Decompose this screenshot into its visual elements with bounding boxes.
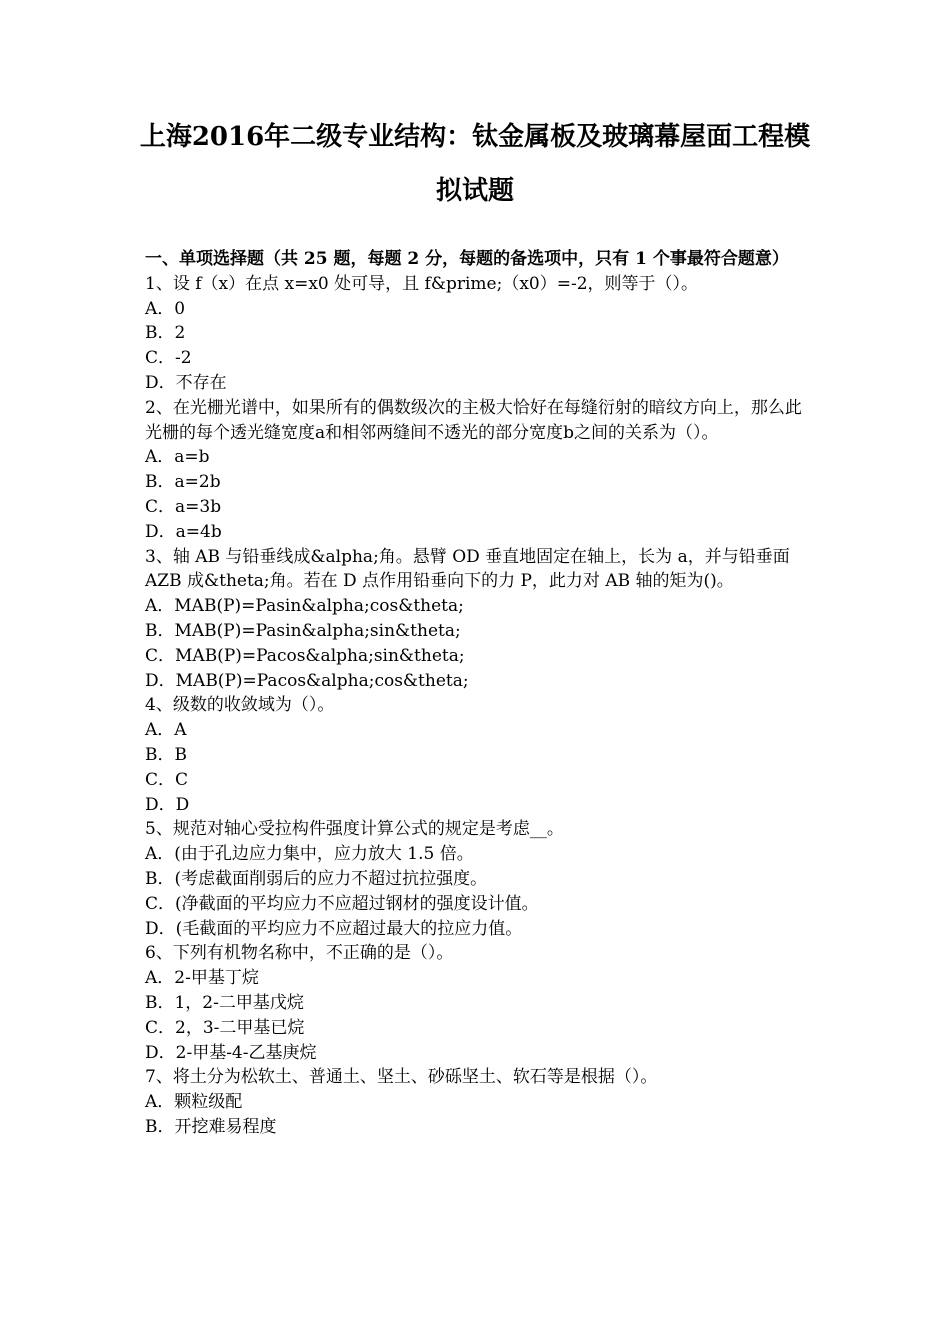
document-title [130, 110, 820, 218]
question-text: 4、级数的收敛域为（）。 [145, 695, 335, 716]
answer-option: B．MAB(P)=Pasin&alpha;sin&theta; [145, 620, 461, 641]
section-heading: 一、单项选择题（共 25 题，每题 2 分，每题的备选项中，只有 1 个事最符合题意） [145, 249, 789, 269]
question-item [145, 941, 810, 1065]
answer-option: C．2，3-二甲基已烷 [145, 1017, 305, 1038]
answer-option: D．MAB(P)=Pacos&alpha;cos&theta; [145, 670, 469, 691]
answer-option: D．2-甲基-4-乙基庚烷 [145, 1042, 317, 1063]
title-line-1: 上海2016年二级专业结构：钛金属板及玻璃幕屋面工程模 [139, 122, 811, 152]
question-text: 3、轴 AB 与铅垂线成&alpha;角。悬臂 OD 垂直地固定在轴上，长为 a，并与铅垂面 AZB 成&theta;角。若在 D 点作用铅垂向下的力 P，此力对 AB 轴的矩为()。 [145, 546, 790, 592]
answer-option: A．MAB(P)=Pasin&alpha;cos&theta; [145, 596, 464, 617]
question-text: 5、规范对轴心受拉构件强度计算公式的规定是考虑__。 [145, 819, 564, 840]
question-item [145, 1065, 810, 1139]
answer-option: A．0 [145, 298, 186, 319]
answer-option: B．a=2b [145, 472, 221, 493]
answer-option: A．2-甲基丁烷 [145, 968, 259, 989]
answer-option: C．-2 [145, 348, 192, 369]
answer-option: B．(考虑截面削弱后的应力不超过抗拉强度。 [145, 868, 488, 889]
answer-option: B．2 [145, 323, 186, 344]
title-line-2: 拟试题 [435, 176, 514, 206]
answer-option: D．a=4b [145, 521, 222, 542]
question-item [145, 272, 810, 396]
question-text: 2、在光栅光谱中，如果所有的偶数级次的主极大恰好在每缝衍射的暗纹方向上，那么此光栅的每个透光缝宽度a和相邻两缝间不透光的部分宽度b之间的关系为（）。 [145, 397, 802, 443]
question-item [145, 545, 810, 694]
answer-option: B．B [145, 744, 187, 765]
answer-option: A．(由于孔边应力集中，应力放大 1.5 倍。 [145, 844, 474, 865]
question-item [145, 817, 810, 941]
answer-option: C．C [145, 769, 189, 790]
answer-option: D．不存在 [145, 372, 227, 393]
question-text: 7、将土分为松软土、普通土、坚土、砂砾坚土、软石等是根据（）。 [145, 1067, 658, 1088]
question-text: 6、下列有机物名称中，不正确的是（）。 [145, 943, 454, 964]
answer-option: C．(净截面的平均应力不应超过钢材的强度设计值。 [145, 893, 539, 914]
question-list [145, 272, 810, 1140]
question-text: 1、设 f（x）在点 x=x0 处可导，且 f&prime;（x0）=-2，则等于（）。 [145, 273, 699, 294]
answer-option: D．(毛截面的平均应力不应超过最大的拉应力值。 [145, 918, 523, 939]
answer-option: A．a=b [145, 447, 210, 468]
answer-option: D．D [145, 794, 190, 815]
answer-option: A．A [145, 720, 187, 741]
answer-option: A．颗粒级配 [145, 1092, 243, 1113]
answer-option: B．1，2-二甲基戊烷 [145, 992, 304, 1013]
question-item [145, 396, 810, 545]
answer-option: B．开挖难易程度 [145, 1116, 277, 1137]
document-body [145, 247, 810, 1140]
answer-option: C．a=3b [145, 496, 222, 517]
question-item [145, 693, 810, 817]
answer-option: C．MAB(P)=Pacos&alpha;sin&theta; [145, 645, 465, 666]
